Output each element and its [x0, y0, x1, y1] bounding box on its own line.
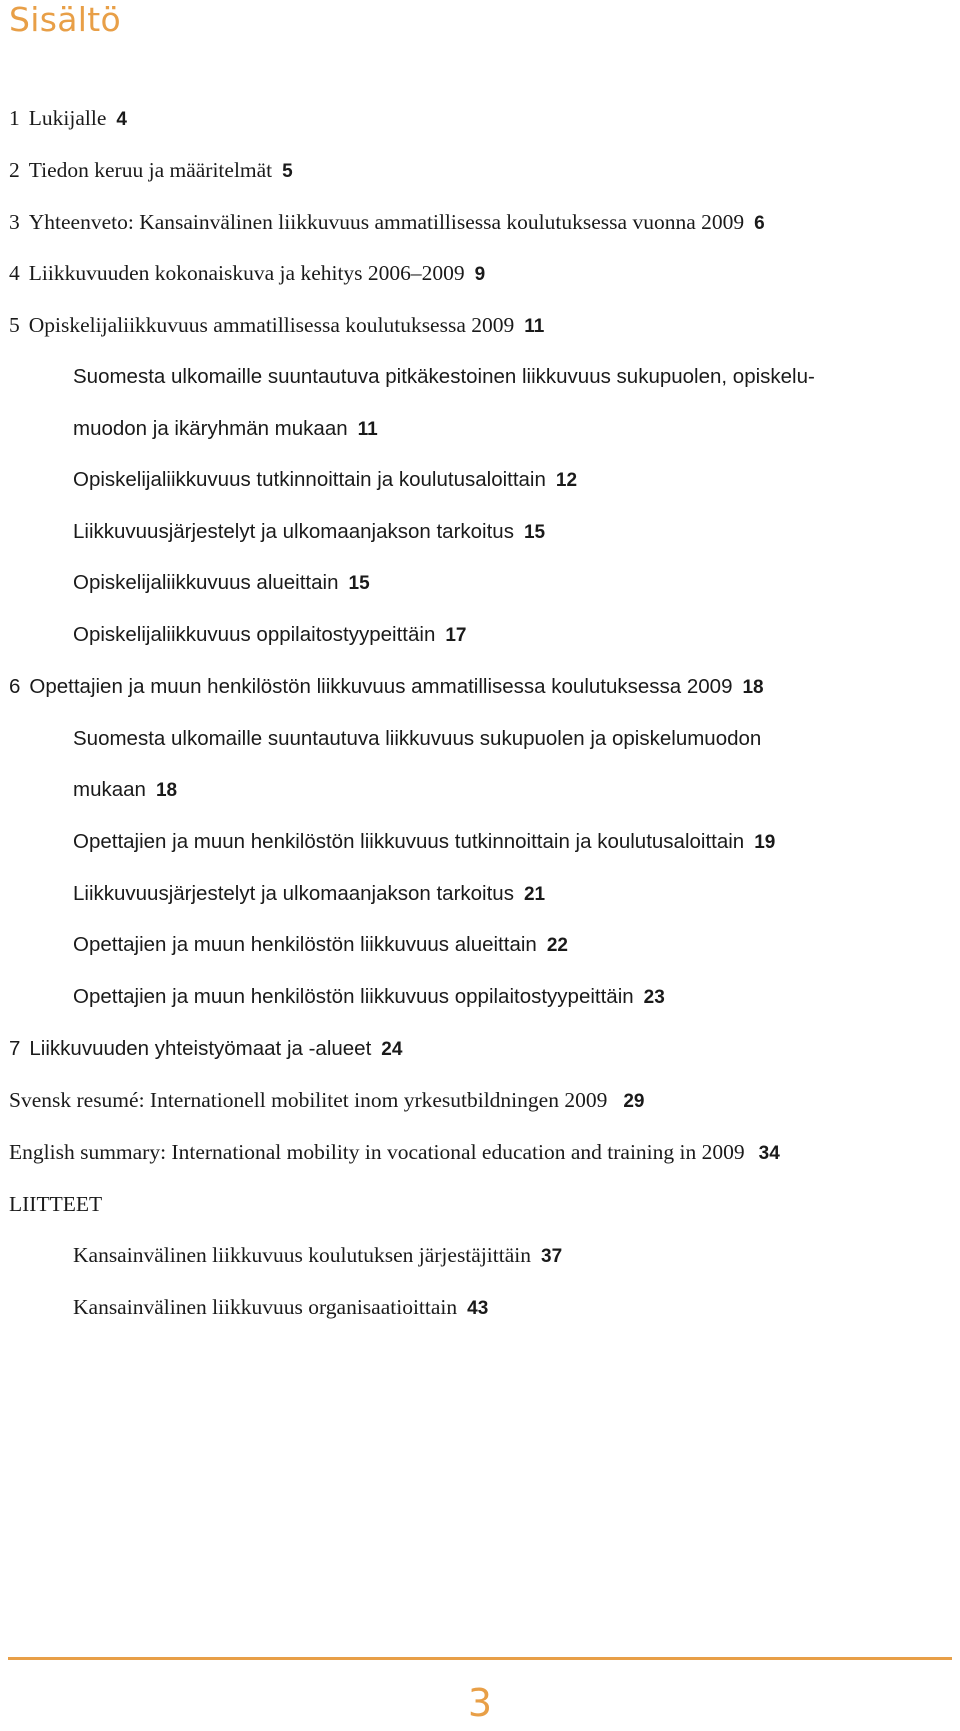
toc-entry-title: muodon ja ikäryhmän mukaan: [73, 417, 348, 440]
toc-entry-number: 4: [9, 261, 20, 285]
toc-entry-number: 2: [9, 158, 20, 182]
toc-entry-title: Suomesta ulkomaille suuntautuva liikkuvuus sukupuolen ja opiskelumuodon: [73, 727, 762, 750]
toc-entry-2[interactable]: [9, 155, 293, 187]
toc-entry-number: 7: [9, 1037, 21, 1060]
toc-entry-svensk-resume[interactable]: [9, 1085, 644, 1117]
toc-entry-title: Kansainvälinen liikkuvuus organisaatioittain: [73, 1295, 458, 1319]
toc-page-number: 9: [474, 264, 486, 285]
toc-entry-title: Opettajien ja muun henkilöstön liikkuvuus ammatillisessa koulutuksessa 2009: [29, 675, 733, 698]
toc-subentry-6b[interactable]: [73, 827, 775, 858]
toc-page-number: 15: [523, 522, 546, 543]
toc-entry-title: Yhteenveto: Kansainvälinen liikkuvuus ammatillisessa koulutuksessa vuonna 2009: [28, 210, 745, 234]
toc-entry-number: 3: [9, 210, 20, 234]
toc-entry-title: mukaan: [73, 778, 146, 801]
toc-page-number: 5: [282, 161, 293, 182]
toc-entry-number: 1: [9, 106, 20, 130]
toc-page-number: 23: [643, 987, 665, 1008]
toc-page-number: 18: [742, 677, 764, 698]
toc-entry-number: 6: [9, 675, 21, 698]
toc-subentry-5a-line1[interactable]: [73, 362, 815, 392]
toc-entry-title: Opiskelijaliikkuvuus alueittain: [73, 571, 339, 594]
toc-entry-6[interactable]: [9, 672, 764, 703]
toc-subentry-6e[interactable]: [73, 982, 665, 1013]
footer-divider: [8, 1657, 952, 1660]
toc-entry-title: Opiskelijaliikkuvuus ammatillisessa koulutuksessa 2009: [28, 313, 515, 337]
toc-entry-title: Opiskelijaliikkuvuus tutkinnoittain ja koulutusaloittain: [73, 468, 546, 491]
toc-page-number: 19: [754, 832, 776, 853]
toc-subentry-5c[interactable]: [73, 517, 545, 548]
toc-subentry-5e[interactable]: [73, 620, 466, 651]
toc-page-number: 21: [523, 884, 546, 905]
toc-page-number: 43: [467, 1298, 489, 1319]
toc-entry-5[interactable]: [9, 310, 544, 342]
toc-subentry-5a-line2[interactable]: [73, 414, 378, 445]
toc-entry-title: Kansainvälinen liikkuvuus koulutuksen järjestäjittäin: [73, 1243, 531, 1267]
toc-page-number: 24: [381, 1039, 403, 1060]
toc-entry-title: Svensk resumé: Internationell mobilitet inom yrkesutbildningen 2009: [9, 1088, 608, 1112]
toc-entry-title: Liikkuvuuden yhteistyömaat ja -alueet: [29, 1037, 372, 1060]
toc-page-number: 37: [541, 1246, 563, 1267]
toc-page-number: 17: [445, 625, 467, 646]
toc-page-number: 34: [758, 1143, 780, 1164]
toc-page-number: 22: [546, 935, 568, 956]
page-title: Sisältö: [9, 0, 121, 39]
toc-entry-7[interactable]: [9, 1034, 402, 1065]
toc-entry-1[interactable]: [9, 103, 127, 135]
toc-entry-title: Opettajien ja muun henkilöstön liikkuvuus oppilaitostyypeittäin: [73, 985, 634, 1008]
toc-page-number: 15: [348, 573, 370, 594]
toc-entry-title: Opettajien ja muun henkilöstön liikkuvuus tutkinnoittain ja koulutusaloittain: [73, 830, 745, 853]
toc-page-number: 29: [623, 1091, 645, 1112]
toc-entry-title: Liikkuvuuden kokonaiskuva ja kehitys 2006–2009: [28, 261, 465, 285]
toc-appendix-2[interactable]: [73, 1292, 488, 1324]
toc-appendix-1[interactable]: [73, 1240, 562, 1272]
toc-entry-title: Liikkuvuusjärjestelyt ja ulkomaanjakson tarkoitus: [73, 520, 514, 543]
toc-page-number: 6: [754, 213, 765, 234]
toc-page-number: 11: [357, 419, 378, 440]
toc-section-liitteet: [9, 1189, 102, 1219]
toc-page-number: 18: [155, 780, 178, 801]
toc-section-heading: LIITTEET: [9, 1192, 103, 1216]
toc-subentry-6d[interactable]: [73, 930, 568, 961]
toc-subentry-5b[interactable]: [73, 465, 577, 496]
toc-subentry-6a-line2[interactable]: [73, 775, 177, 806]
toc-entry-3[interactable]: [9, 207, 765, 239]
toc-entry-title: Suomesta ulkomaille suuntautuva pitkäkestoinen liikkuvuus sukupuolen, opiskelu-: [73, 365, 815, 388]
footer-page-number: 3: [467, 1681, 493, 1725]
toc-entry-4[interactable]: [9, 258, 485, 290]
toc-entry-number: 5: [9, 313, 20, 337]
toc-page-number: 4: [116, 109, 127, 130]
toc-subentry-6c[interactable]: [73, 879, 545, 910]
toc-entry-title: Liikkuvuusjärjestelyt ja ulkomaanjakson tarkoitus: [73, 882, 514, 905]
toc-subentry-6a-line1[interactable]: [73, 724, 761, 754]
toc-entry-title: Tiedon keruu ja määritelmät: [28, 158, 273, 182]
toc-page-number: 12: [555, 470, 578, 491]
toc-entry-english-summary[interactable]: [9, 1137, 780, 1169]
toc-subentry-5d[interactable]: [73, 568, 370, 599]
toc-entry-title: Opiskelijaliikkuvuus oppilaitostyypeittäin: [73, 623, 436, 646]
toc-entry-title: English summary: International mobility in vocational education and training in 2009: [9, 1140, 745, 1164]
toc-page-number: 11: [524, 316, 545, 337]
toc-entry-title: Lukijalle: [28, 106, 107, 130]
toc-entry-title: Opettajien ja muun henkilöstön liikkuvuus alueittain: [73, 933, 537, 956]
